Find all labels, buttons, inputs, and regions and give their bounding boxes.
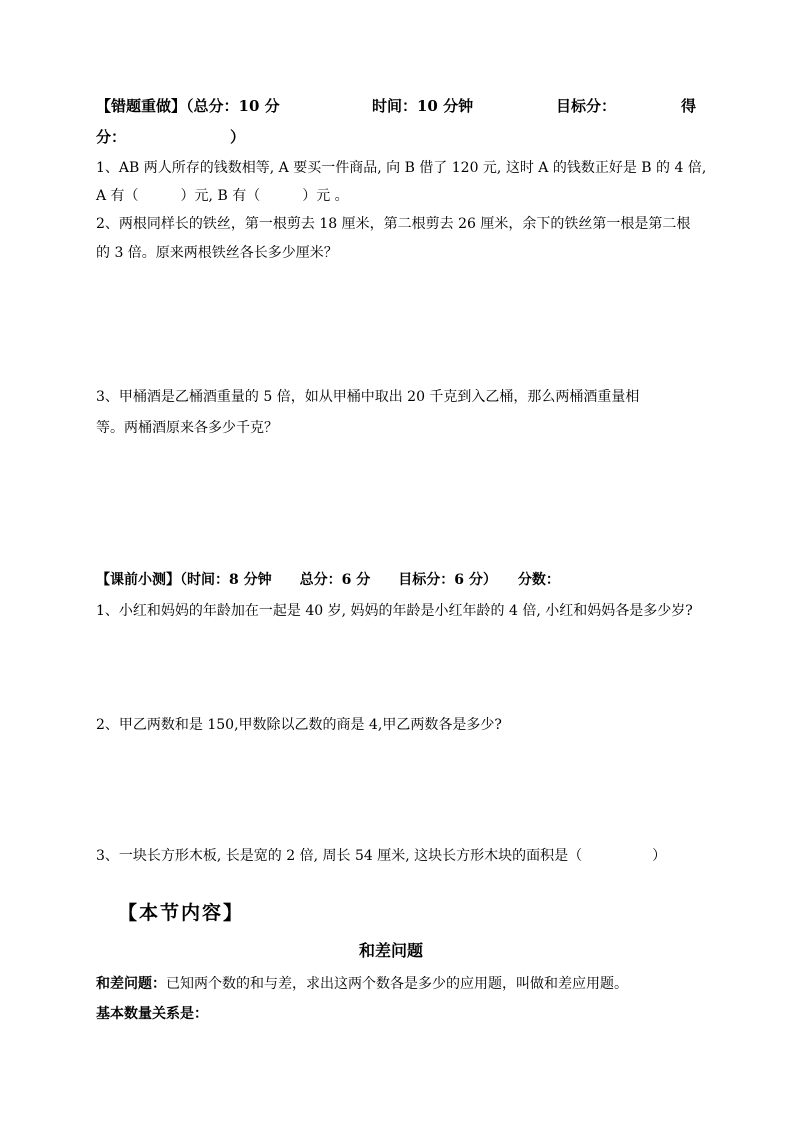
section-title: 和差问题 — [359, 941, 424, 960]
definition-term: 和差问题： — [96, 976, 166, 992]
pretest-q1: 1、小红和妈妈的年龄加在一起是 40 岁, 妈妈的年龄是小红年龄的 4 倍, 小红和妈妈各是多少岁? — [96, 603, 693, 619]
relation-label: 基本数量关系是： — [96, 1006, 208, 1022]
review-de: 得 — [681, 97, 697, 115]
pretest-q2: 2、甲乙两数和是 150,甲数除以乙数的商是 4,甲乙两数各是多少? — [96, 717, 502, 733]
pretest-q3: 3、一块长方形木板, 长是宽的 2 倍, 周长 54 厘米, 这块长方形木块的面积是（ ） — [96, 848, 667, 864]
review-q2-line2: 的 3 倍。原来两根铁丝各长多少厘米？ — [96, 245, 338, 261]
definition-line — [96, 974, 628, 994]
review-target: 目标分： — [556, 97, 617, 115]
pretest-heading: 【课前小测】（时间：8 分钟 总分：6 分 目标分：6 分） 分数： — [96, 572, 560, 588]
review-close-paren: ） — [230, 128, 246, 146]
review-q3-line2: 等。两桶酒原来各多少千克？ — [96, 420, 278, 436]
review-q1-line2: A 有（ ）元, B 有（ ）元 。 — [96, 188, 349, 204]
review-time: 时间：10 分钟 — [372, 97, 474, 115]
review-heading: 【错题重做】（总分：10 分 — [96, 97, 280, 115]
review-q3-line1: 3、甲桶酒是乙桶酒重量的 5 倍，如从甲桶中取出 20 千克到入乙桶，那么两桶酒重量相 — [96, 389, 640, 405]
definition-text: 已知两个数的和与差，求出这两个数各是多少的应用题，叫做和差应用题。 — [166, 976, 628, 992]
review-score-label: 分： — [96, 128, 127, 146]
section-heading: 【本节内容】 — [118, 902, 245, 924]
review-q1-line1: 1、AB 两人所存的钱数相等, A 要买一件商品, 向 B 借了 120 元, 这时 A 的钱数正好是 B 的 4 倍, — [96, 160, 707, 176]
review-q2-line1: 2、两根同样长的铁丝，第一根剪去 18 厘米，第二根剪去 26 厘米，余下的铁丝第一根是第二根 — [96, 216, 691, 232]
